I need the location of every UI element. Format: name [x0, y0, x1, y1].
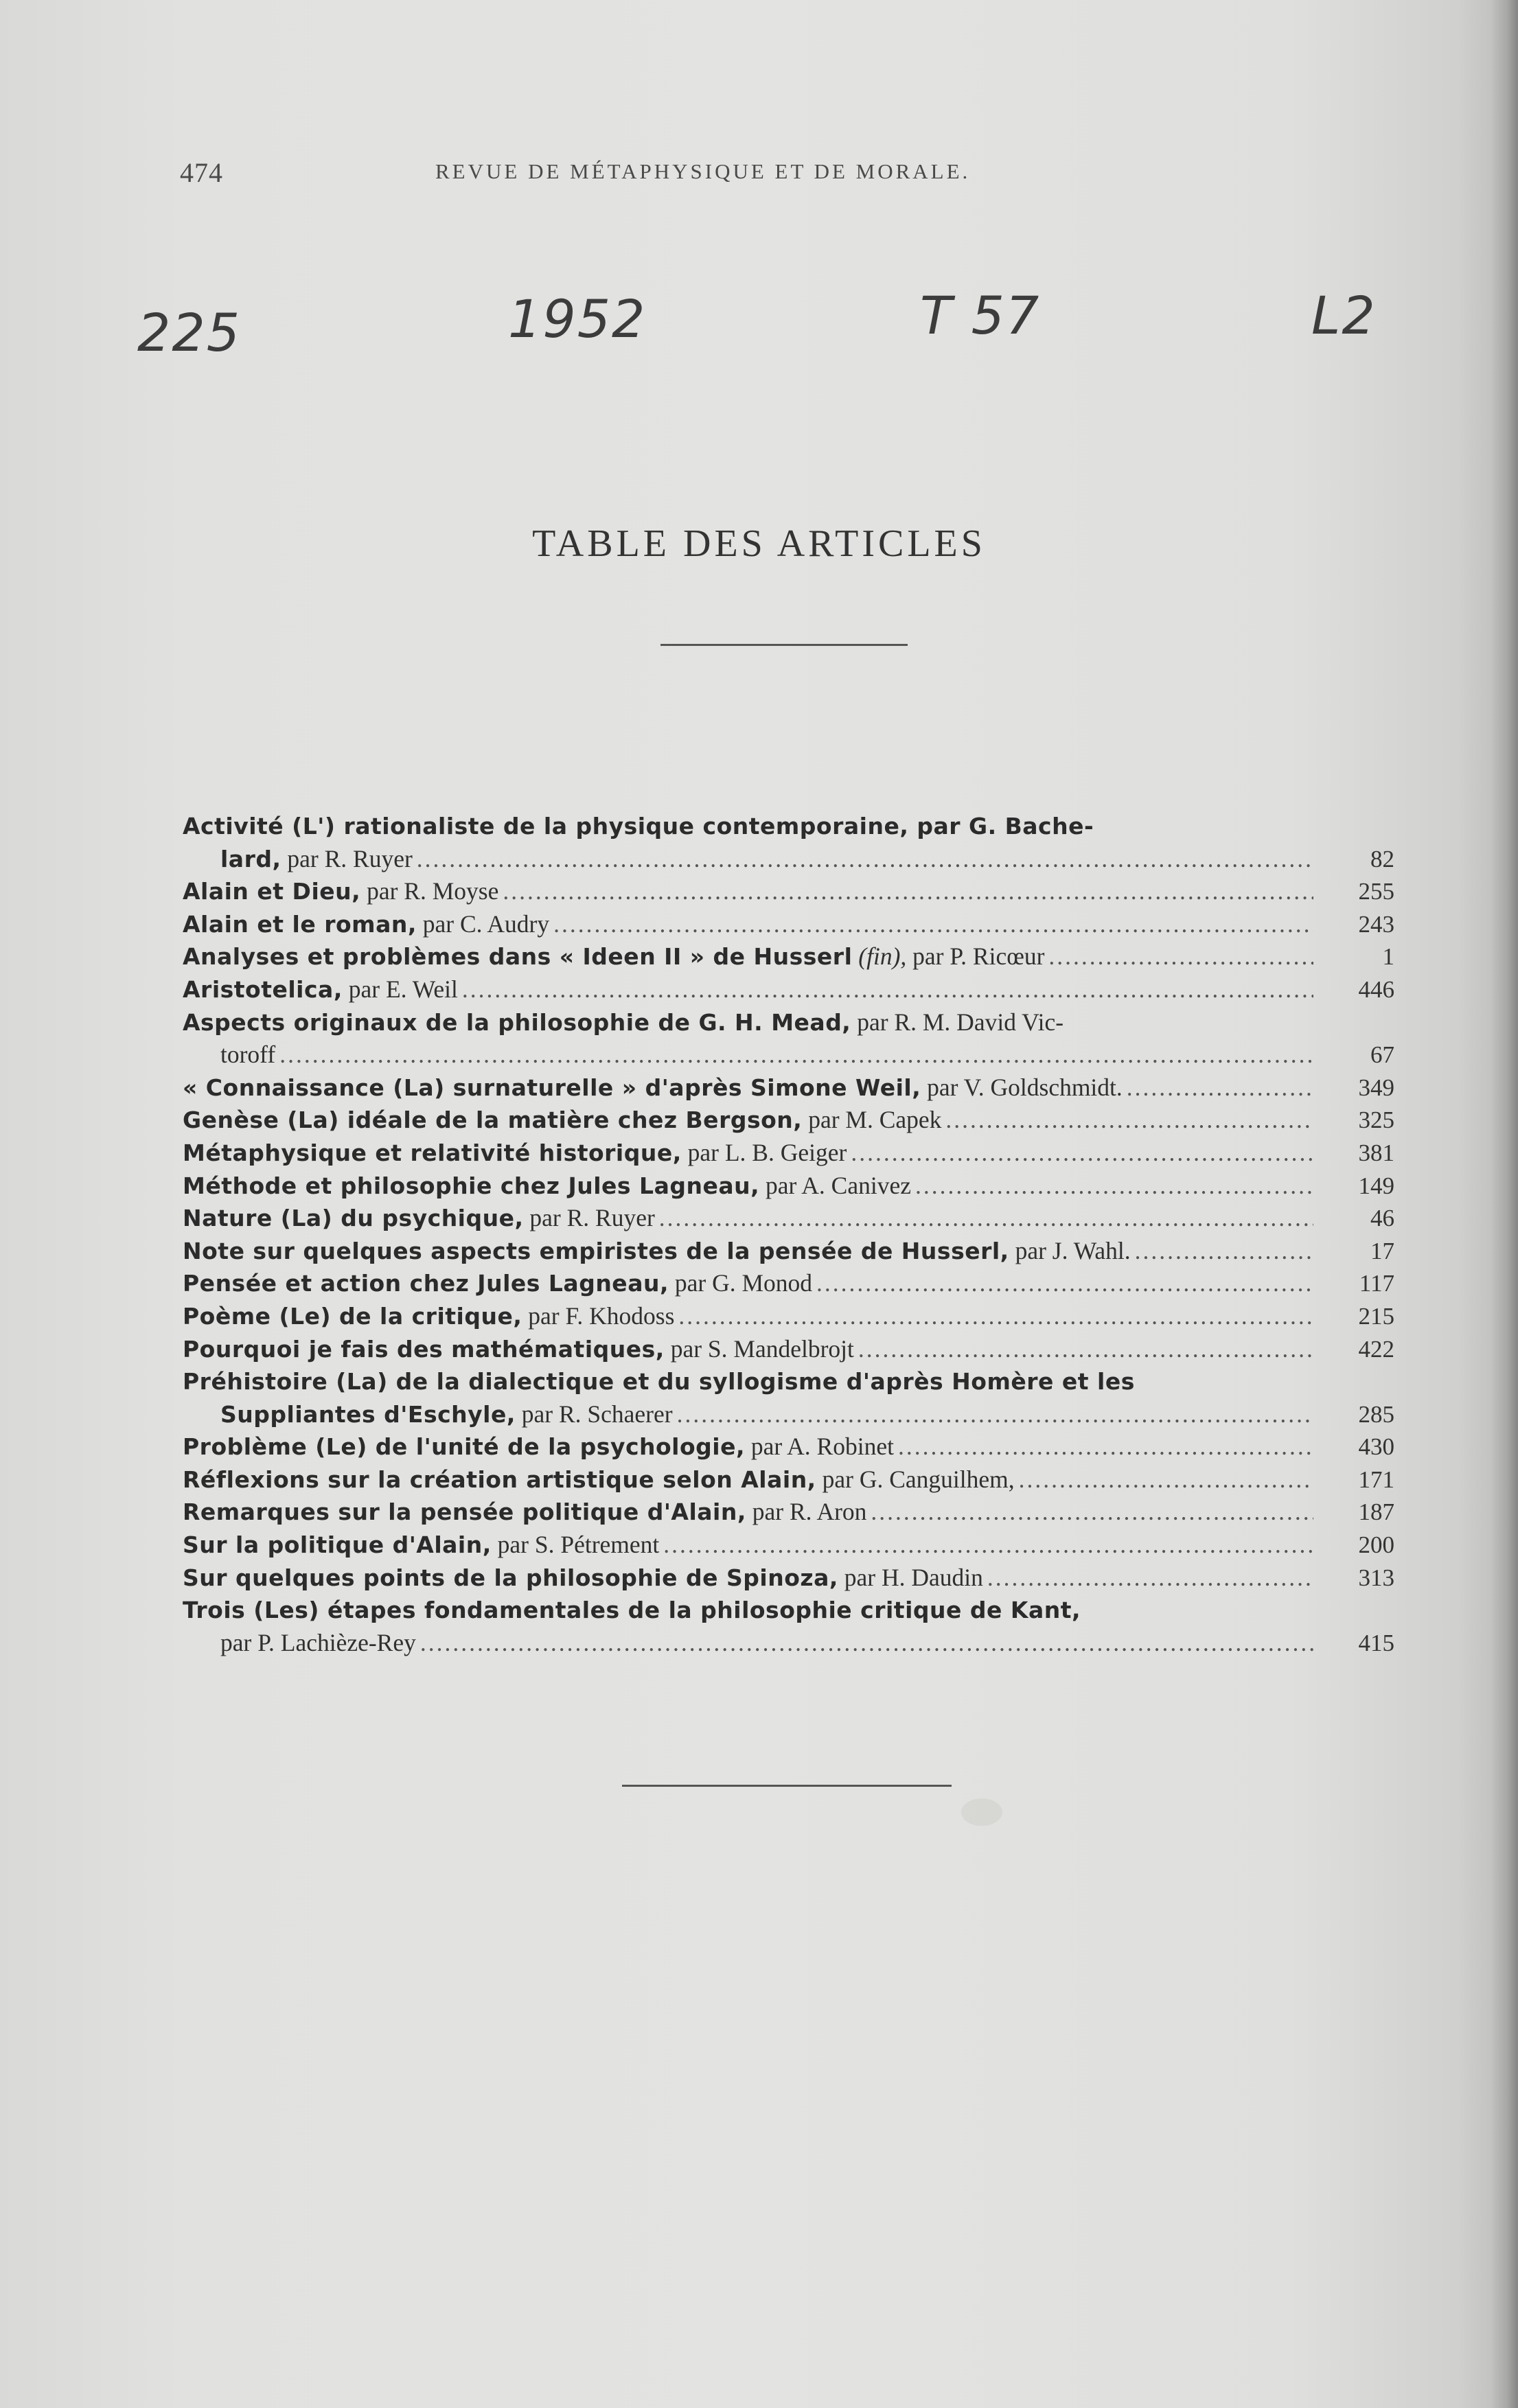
article-subject: Poème (Le) de la critique, — [183, 1302, 522, 1330]
article-subject: Réflexions sur la création artistique selon Alain, — [183, 1466, 816, 1493]
dot-leader — [1127, 1072, 1313, 1104]
dot-leader — [659, 1202, 1313, 1235]
article-entry — [183, 1463, 1394, 1496]
top-divider — [660, 644, 908, 646]
article-subject: Métaphysique et relativité historique, — [183, 1139, 682, 1166]
article-entry — [183, 1267, 1394, 1300]
article-entry — [183, 1104, 1394, 1137]
paper-stain — [961, 1798, 1002, 1826]
dot-leader — [553, 908, 1313, 941]
dot-leader — [898, 1431, 1313, 1463]
article-entry — [183, 973, 1394, 1006]
dot-leader — [871, 1496, 1313, 1529]
bottom-divider — [622, 1785, 952, 1787]
article-subject: Aspects originaux de la philosophie de G. H. Mead, — [183, 1008, 851, 1036]
article-author: par F. Khodoss — [528, 1301, 675, 1330]
article-author: par R. Aron — [752, 1498, 867, 1526]
dot-leader — [420, 1627, 1313, 1660]
article-entry — [183, 940, 1394, 973]
article-author: par R. Ruyer — [529, 1204, 655, 1232]
article-author: par A. Robinet — [750, 1433, 894, 1461]
article-subject: « Connaissance (La) surnaturelle » d'après Simone Weil, — [183, 1074, 921, 1101]
article-page-number: 415 — [1358, 1629, 1394, 1656]
article-page-number: 117 — [1359, 1270, 1394, 1297]
article-entry — [183, 1431, 1394, 1463]
article-page-number: 285 — [1358, 1400, 1394, 1428]
article-page-number: 1 — [1382, 943, 1394, 971]
article-author: par H. Daudin — [844, 1563, 983, 1591]
article-subject: Méthode et philosophie chez Jules Lagneau, — [183, 1172, 760, 1199]
article-author: par G. Canguilhem, — [822, 1465, 1015, 1493]
article-entry — [183, 1529, 1394, 1562]
article-subject: Genèse (La) idéale de la matière chez Bergson, — [183, 1107, 803, 1134]
article-page-number: 349 — [1358, 1074, 1394, 1101]
article-author: par M. Capek — [808, 1106, 942, 1134]
dot-leader — [1019, 1463, 1313, 1496]
article-entry — [183, 810, 1394, 875]
article-entry — [183, 1365, 1394, 1431]
page-number: 474 — [180, 157, 223, 188]
article-entry — [183, 1137, 1394, 1170]
article-subject: Activité (L') rationaliste de la physique contemporaine, par G. Bache- — [183, 813, 1094, 840]
article-page-number: 82 — [1370, 845, 1394, 872]
article-entry — [183, 908, 1394, 941]
article-author: par R. Schaerer — [521, 1400, 673, 1428]
article-author: par E. Weil — [348, 975, 458, 1003]
dot-leader — [417, 843, 1313, 876]
article-entry — [183, 1496, 1394, 1529]
article-page-number: 446 — [1358, 975, 1394, 1003]
dot-leader — [279, 1039, 1313, 1072]
article-subject: Nature (La) du psychique, — [183, 1205, 524, 1232]
article-author: par G. Monod — [674, 1269, 813, 1297]
article-page-number: 200 — [1358, 1531, 1394, 1559]
article-page-number: 149 — [1358, 1172, 1394, 1199]
article-author: par S. Pétrement — [497, 1531, 660, 1559]
articles-list — [183, 810, 1394, 1659]
article-author: par L. B. Geiger — [687, 1138, 847, 1166]
dot-leader — [503, 875, 1313, 908]
article-subject: Analyses et problèmes dans « Ideen II » de Husserl — [183, 943, 853, 971]
article-page-number: 255 — [1358, 878, 1394, 905]
article-author: par J. Wahl. — [1015, 1236, 1131, 1264]
handwritten-mark-year: 1952 — [508, 288, 647, 349]
dot-leader — [663, 1529, 1313, 1562]
article-subject: Note sur quelques aspects empiristes de la pensée de Husserl, — [183, 1237, 1009, 1264]
article-subject-continuation: Suppliantes d'Eschyle, — [220, 1400, 516, 1428]
article-subject: Problème (Le) de l'unité de la psychologie, — [183, 1433, 746, 1461]
article-subject: Remarques sur la pensée politique d'Alain, — [183, 1498, 746, 1526]
dot-leader — [1048, 940, 1313, 973]
dot-leader — [816, 1267, 1313, 1300]
article-author: par S. Mandelbrojt — [670, 1334, 854, 1363]
dot-leader — [915, 1170, 1313, 1203]
article-entry — [183, 1333, 1394, 1366]
dot-leader — [851, 1137, 1313, 1170]
article-subject: Alain et le roman, — [183, 910, 417, 938]
section-title: TABLE DES ARTICLES — [532, 522, 986, 565]
article-entry — [183, 1562, 1394, 1595]
article-page-number: 430 — [1358, 1433, 1394, 1461]
article-author: par A. Canivez — [766, 1171, 911, 1199]
dot-leader — [1135, 1235, 1313, 1268]
article-page-number: 67 — [1370, 1041, 1394, 1069]
article-entry — [183, 1235, 1394, 1268]
dot-leader — [677, 1398, 1313, 1431]
article-subject-continuation: lard, — [220, 845, 281, 872]
article-author-continuation: toroff — [220, 1041, 276, 1069]
article-author: par R. Moyse — [367, 877, 499, 905]
page-edge-shadow — [1491, 0, 1518, 2408]
article-author: par P. Ricœur — [912, 942, 1045, 971]
article-page-number: 46 — [1370, 1205, 1394, 1232]
handwritten-mark-shelf: L2 — [1311, 285, 1377, 346]
article-entry — [183, 1072, 1394, 1104]
handwritten-mark-number: 225 — [137, 302, 242, 363]
dot-leader — [945, 1104, 1313, 1137]
article-author: par R. M. David Vic- — [857, 1008, 1064, 1036]
article-page-number: 243 — [1358, 910, 1394, 938]
running-head — [180, 157, 1175, 198]
article-page-number: 422 — [1358, 1335, 1394, 1363]
article-entry — [183, 1006, 1394, 1072]
dot-leader — [462, 973, 1313, 1006]
article-subject: Pourquoi je fais des mathématiques, — [183, 1335, 665, 1363]
article-page-number: 215 — [1358, 1302, 1394, 1330]
article-subject: Alain et Dieu, — [183, 878, 361, 905]
article-subject: Sur la politique d'Alain, — [183, 1531, 492, 1559]
dot-leader — [987, 1562, 1313, 1595]
dot-leader — [678, 1300, 1313, 1333]
handwritten-mark-volume: T 57 — [920, 285, 1041, 346]
dot-leader — [858, 1333, 1313, 1366]
article-subject: Sur quelques points de la philosophie de Spinoza, — [183, 1564, 838, 1591]
article-entry — [183, 1170, 1394, 1203]
article-author: par R. Ruyer — [287, 844, 413, 872]
article-page-number: 17 — [1370, 1237, 1394, 1264]
article-entry — [183, 875, 1394, 908]
article-entry — [183, 1300, 1394, 1333]
article-subject: Trois (Les) étapes fondamentales de la philosophie critique de Kant, — [183, 1597, 1081, 1624]
article-subject: Pensée et action chez Jules Lagneau, — [183, 1270, 669, 1297]
article-page-number: 171 — [1358, 1466, 1394, 1493]
article-subject: Préhistoire (La) de la dialectique et du syllogisme d'après Homère et les — [183, 1368, 1135, 1396]
journal-title: REVUE DE MÉTAPHYSIQUE ET DE MORALE. — [435, 159, 971, 183]
article-page-number: 313 — [1358, 1564, 1394, 1591]
article-author: par V. Goldschmidt. — [927, 1073, 1123, 1101]
article-subject-italic: (fin), — [858, 942, 907, 971]
article-page-number: 187 — [1358, 1498, 1394, 1526]
article-author: par C. Audry — [422, 910, 550, 938]
article-entry — [183, 1202, 1394, 1235]
article-subject: Aristotelica, — [183, 975, 343, 1003]
article-page-number: 381 — [1358, 1139, 1394, 1166]
article-page-number: 325 — [1358, 1107, 1394, 1134]
article-author: par P. Lachièze-Rey — [220, 1628, 416, 1656]
article-entry — [183, 1594, 1394, 1659]
